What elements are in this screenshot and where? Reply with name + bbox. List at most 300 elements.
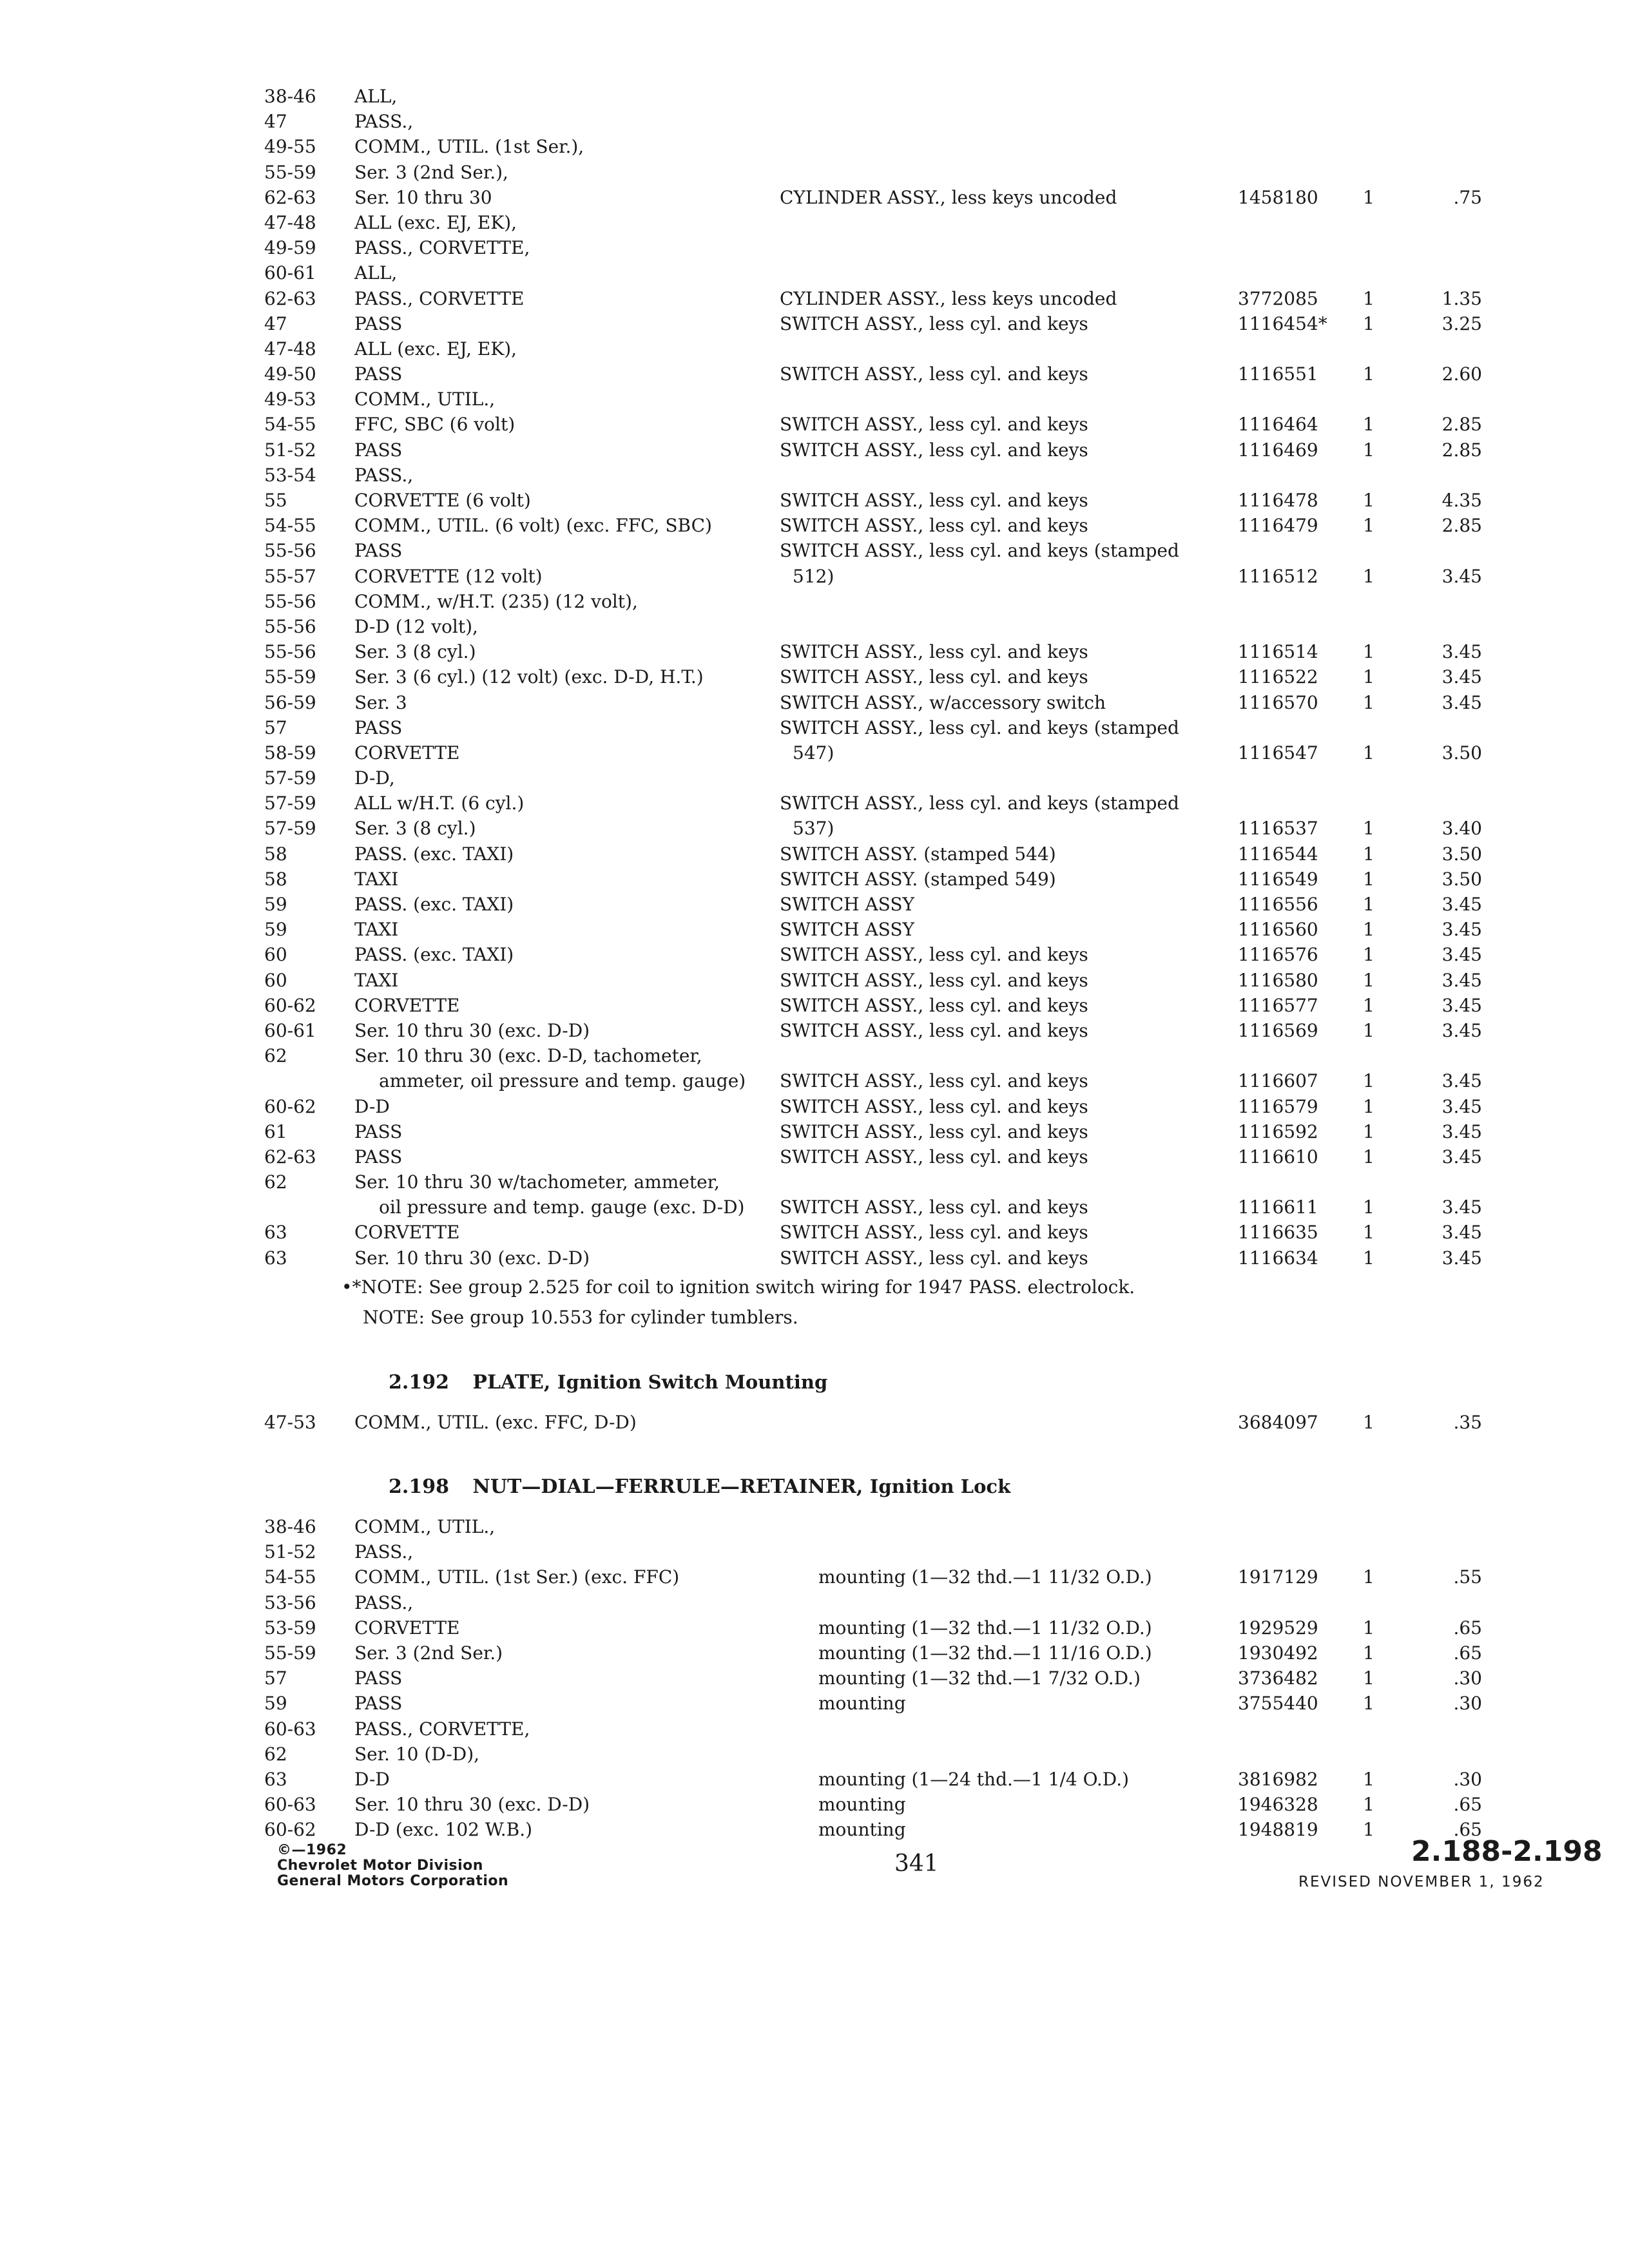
quantity: 1 bbox=[1363, 363, 1374, 385]
model-year: 60-63 bbox=[264, 1794, 316, 1816]
model-year: 47-48 bbox=[264, 211, 316, 233]
part-number: 1116580 bbox=[1238, 969, 1318, 991]
model-year: 57 bbox=[264, 1667, 287, 1689]
part-description: SWITCH ASSY., less cyl. and keys (stamped bbox=[780, 716, 1179, 738]
table-row bbox=[264, 765, 1534, 791]
model-application: Ser. 10 thru 30 (exc. D-D) bbox=[354, 1247, 590, 1269]
model-year: 60-63 bbox=[264, 1718, 316, 1740]
table-row bbox=[264, 437, 1534, 463]
table-row bbox=[264, 134, 1534, 159]
model-application: CORVETTE bbox=[354, 742, 460, 764]
quantity: 1 bbox=[1363, 515, 1374, 537]
part-number: 1116512 bbox=[1238, 565, 1318, 587]
list-price: 3.45 bbox=[1441, 1019, 1482, 1041]
list-price: 3.25 bbox=[1441, 312, 1482, 334]
part-number: 1116634 bbox=[1238, 1247, 1318, 1269]
part-number: 3816982 bbox=[1238, 1768, 1318, 1790]
part-description: SWITCH ASSY., less cyl. and keys bbox=[780, 641, 1088, 663]
model-application: ammeter, oil pressure and temp. gauge) bbox=[379, 1070, 746, 1092]
model-year: 60-62 bbox=[264, 1095, 316, 1117]
model-year: 47 bbox=[264, 312, 287, 334]
model-year: 54-55 bbox=[264, 1566, 316, 1588]
part-description: 537) bbox=[793, 818, 834, 840]
model-year: 62-63 bbox=[264, 186, 316, 208]
list-price: 3.45 bbox=[1441, 969, 1482, 991]
quantity: 1 bbox=[1363, 818, 1374, 840]
part-description: SWITCH ASSY., less cyl. and keys bbox=[780, 1247, 1088, 1269]
model-year: 55-56 bbox=[264, 590, 316, 612]
publisher-block bbox=[277, 1843, 508, 1889]
table-row bbox=[264, 1144, 1534, 1169]
table-row bbox=[264, 1792, 1534, 1817]
table-row bbox=[264, 1742, 1534, 1767]
model-year: 47-48 bbox=[264, 338, 316, 360]
model-year: 57 bbox=[264, 716, 287, 738]
list-price: 2.85 bbox=[1441, 515, 1482, 537]
model-application: Ser. 3 (2nd Ser.), bbox=[354, 161, 508, 183]
model-application: PASS., bbox=[354, 464, 414, 486]
table-row bbox=[264, 740, 1534, 765]
table-row bbox=[264, 361, 1534, 387]
section-number: 2.198 bbox=[389, 1475, 449, 1498]
model-application: D-D bbox=[354, 1768, 390, 1790]
table-row bbox=[264, 664, 1534, 689]
part-description: SWITCH ASSY bbox=[780, 919, 915, 941]
model-application: PASS bbox=[354, 1146, 403, 1168]
quantity: 1 bbox=[1363, 312, 1374, 334]
part-description: SWITCH ASSY., less cyl. and keys bbox=[780, 969, 1088, 991]
table-row bbox=[264, 260, 1534, 285]
list-price: .65 bbox=[1453, 1794, 1482, 1816]
table-row bbox=[264, 1817, 1534, 1842]
model-application: Ser. 3 (6 cyl.) (12 volt) (exc. D-D, H.T.) bbox=[354, 666, 704, 688]
model-year: 62 bbox=[264, 1045, 287, 1067]
model-year: 59 bbox=[264, 919, 287, 941]
model-year: 59 bbox=[264, 1693, 287, 1715]
part-number: 1116570 bbox=[1238, 691, 1318, 713]
model-year: 57-59 bbox=[264, 793, 316, 814]
model-year: 61 bbox=[264, 1120, 287, 1142]
model-application: COMM., UTIL. (exc. FFC, D-D) bbox=[354, 1412, 637, 1433]
table-row bbox=[264, 1220, 1534, 1245]
list-price: 3.45 bbox=[1441, 894, 1482, 915]
part-number: 1116479 bbox=[1238, 515, 1318, 537]
part-number: 1116549 bbox=[1238, 868, 1318, 890]
section-title: PLATE, bbox=[472, 1371, 551, 1394]
model-year: 49-53 bbox=[264, 389, 316, 410]
quantity: 1 bbox=[1363, 994, 1374, 1016]
division-name: Chevrolet Motor Division bbox=[277, 1858, 483, 1874]
model-application: TAXI bbox=[354, 969, 399, 991]
table-row bbox=[264, 210, 1534, 235]
quantity: 1 bbox=[1363, 944, 1374, 966]
section-title: NUT—DIAL—FERRULE—RETAINER, bbox=[472, 1475, 863, 1498]
model-year: 55-57 bbox=[264, 565, 316, 587]
model-year: 55-56 bbox=[264, 615, 316, 637]
model-application: ALL (exc. EJ, EK), bbox=[354, 338, 517, 360]
quantity: 1 bbox=[1363, 641, 1374, 663]
table-row bbox=[264, 816, 1534, 841]
model-application: PASS., bbox=[354, 1591, 414, 1613]
list-price: 3.45 bbox=[1441, 994, 1482, 1016]
table-row bbox=[264, 1666, 1534, 1691]
part-description: 512) bbox=[793, 565, 834, 587]
part-description: SWITCH ASSY. (stamped 544) bbox=[780, 843, 1056, 865]
part-description: mounting (1—32 thd.—1 11/32 O.D.) bbox=[818, 1617, 1152, 1639]
model-application: Ser. 10 thru 30 (exc. D-D) bbox=[354, 1794, 590, 1816]
table-row bbox=[264, 867, 1534, 892]
table-row bbox=[264, 488, 1534, 513]
part-description: SWITCH ASSY. (stamped 549) bbox=[780, 868, 1056, 890]
list-price: 3.45 bbox=[1441, 565, 1482, 587]
model-year: 59 bbox=[264, 894, 287, 915]
list-price: 3.45 bbox=[1441, 1196, 1482, 1218]
group-range: 2.188-2.198 bbox=[1411, 1835, 1603, 1868]
part-number: 3736482 bbox=[1238, 1667, 1318, 1689]
part-number: 1458180 bbox=[1238, 186, 1318, 208]
part-description: mounting bbox=[818, 1693, 906, 1715]
quantity: 1 bbox=[1363, 919, 1374, 941]
list-price: 3.45 bbox=[1441, 1070, 1482, 1092]
list-price: 2.60 bbox=[1441, 363, 1482, 385]
model-application: D-D, bbox=[354, 767, 395, 789]
table-row bbox=[264, 1590, 1534, 1615]
list-price: 3.45 bbox=[1441, 1247, 1482, 1269]
note-electrolock: •*NOTE: See group 2.525 for coil to ignition switch wiring for 1947 PASS. electrolock. bbox=[342, 1276, 1135, 1298]
model-application: FFC, SBC (6 volt) bbox=[354, 414, 516, 436]
part-description: SWITCH ASSY., w/accessory switch bbox=[780, 691, 1106, 713]
quantity: 1 bbox=[1363, 1566, 1374, 1588]
model-application: PASS. (exc. TAXI) bbox=[354, 843, 514, 865]
part-description: SWITCH ASSY., less cyl. and keys bbox=[780, 439, 1088, 461]
model-year: 56-59 bbox=[264, 691, 316, 713]
part-number: 1116569 bbox=[1238, 1019, 1318, 1041]
quantity: 1 bbox=[1363, 414, 1374, 436]
part-description: CYLINDER ASSY., less keys uncoded bbox=[780, 186, 1117, 208]
table-row bbox=[264, 1169, 1534, 1195]
quantity: 1 bbox=[1363, 1247, 1374, 1269]
model-year: 55-59 bbox=[264, 1642, 316, 1664]
list-price: 3.45 bbox=[1441, 919, 1482, 941]
table-row bbox=[264, 892, 1534, 917]
list-price: 3.50 bbox=[1441, 843, 1482, 865]
quantity: 1 bbox=[1363, 1667, 1374, 1689]
model-year: 60-62 bbox=[264, 1819, 316, 1841]
model-year: 63 bbox=[264, 1768, 287, 1790]
part-number: 3772085 bbox=[1238, 287, 1318, 309]
model-application: PASS bbox=[354, 716, 403, 738]
model-year: 53-54 bbox=[264, 464, 316, 486]
list-price: .75 bbox=[1453, 186, 1482, 208]
model-year: 49-50 bbox=[264, 363, 316, 385]
table-row bbox=[264, 1119, 1534, 1144]
part-description: 547) bbox=[793, 742, 834, 764]
part-description: SWITCH ASSY., less cyl. and keys bbox=[780, 994, 1088, 1016]
part-number: 1917129 bbox=[1238, 1566, 1318, 1588]
part-description: mounting bbox=[818, 1819, 906, 1841]
table-row bbox=[264, 639, 1534, 664]
list-price: .65 bbox=[1453, 1642, 1482, 1664]
part-number: 1116514 bbox=[1238, 641, 1318, 663]
table-row bbox=[264, 109, 1534, 134]
part-number: 1946328 bbox=[1238, 1794, 1318, 1816]
table-row bbox=[264, 1716, 1534, 1742]
part-description: SWITCH ASSY., less cyl. and keys bbox=[780, 1222, 1088, 1244]
part-number: 1116560 bbox=[1238, 919, 1318, 941]
part-description: SWITCH ASSY., less cyl. and keys bbox=[780, 944, 1088, 966]
table-row bbox=[264, 564, 1534, 589]
quantity: 1 bbox=[1363, 1120, 1374, 1142]
model-year: 51-52 bbox=[264, 1541, 316, 1563]
list-price: .65 bbox=[1453, 1617, 1482, 1639]
quantity: 1 bbox=[1363, 1794, 1374, 1816]
part-number: 1116607 bbox=[1238, 1070, 1318, 1092]
list-price: 3.45 bbox=[1441, 944, 1482, 966]
model-year: 62 bbox=[264, 1171, 287, 1193]
model-application: D-D (exc. 102 W.B.) bbox=[354, 1819, 533, 1841]
part-description: SWITCH ASSY., less cyl. and keys bbox=[780, 363, 1088, 385]
table-row bbox=[264, 336, 1534, 361]
part-description: mounting bbox=[818, 1794, 906, 1816]
list-price: 3.40 bbox=[1441, 818, 1482, 840]
part-description: SWITCH ASSY., less cyl. and keys bbox=[780, 414, 1088, 436]
quantity: 1 bbox=[1363, 439, 1374, 461]
section-subtitle: Ignition Switch Mounting bbox=[557, 1371, 828, 1393]
model-application: PASS bbox=[354, 1693, 403, 1715]
table-row bbox=[264, 942, 1534, 967]
part-number: 1116610 bbox=[1238, 1146, 1318, 1168]
note-cylinder-tumblers: NOTE: See group 10.553 for cylinder tumblers. bbox=[363, 1307, 798, 1328]
model-year: 60 bbox=[264, 969, 287, 991]
list-price: 3.45 bbox=[1441, 691, 1482, 713]
model-year: 38-46 bbox=[264, 86, 316, 107]
part-description: mounting (1—24 thd.—1 1/4 O.D.) bbox=[818, 1768, 1130, 1790]
quantity: 1 bbox=[1363, 691, 1374, 713]
table-row bbox=[264, 993, 1534, 1018]
quantity: 1 bbox=[1363, 1617, 1374, 1639]
model-application: COMM., w/H.T. (235) (12 volt), bbox=[354, 590, 638, 612]
part-number: 1116576 bbox=[1238, 944, 1318, 966]
model-year: 38-46 bbox=[264, 1516, 316, 1537]
part-number: 1116577 bbox=[1238, 994, 1318, 1016]
table-row bbox=[264, 1767, 1534, 1792]
part-description: SWITCH ASSY., less cyl. and keys bbox=[780, 1120, 1088, 1142]
table-row bbox=[264, 1539, 1534, 1564]
table-row bbox=[264, 160, 1534, 185]
model-application: PASS., bbox=[354, 111, 414, 133]
table-row bbox=[264, 715, 1534, 740]
corporation-name: General Motors Corporation bbox=[277, 1873, 509, 1889]
model-application: D-D bbox=[354, 1095, 390, 1117]
model-application: PASS bbox=[354, 1120, 403, 1142]
quantity: 1 bbox=[1363, 843, 1374, 865]
copyright: ©—1962 bbox=[277, 1842, 347, 1858]
part-number: 1116522 bbox=[1238, 666, 1318, 688]
model-year: 47-53 bbox=[264, 1412, 316, 1433]
quantity: 1 bbox=[1363, 1642, 1374, 1664]
model-application: CORVETTE bbox=[354, 1222, 460, 1244]
model-year: 55-56 bbox=[264, 641, 316, 663]
quantity: 1 bbox=[1363, 868, 1374, 890]
model-application: COMM., UTIL., bbox=[354, 1516, 496, 1537]
model-year: 60-61 bbox=[264, 262, 316, 284]
model-application: PASS bbox=[354, 363, 403, 385]
part-number: 1116478 bbox=[1238, 490, 1318, 511]
table-row bbox=[264, 841, 1534, 867]
model-year: 62-63 bbox=[264, 287, 316, 309]
model-application: Ser. 10 thru 30 w/tachometer, ammeter, bbox=[354, 1171, 720, 1193]
quantity: 1 bbox=[1363, 969, 1374, 991]
list-price: 3.50 bbox=[1441, 742, 1482, 764]
model-application: CORVETTE (12 volt) bbox=[354, 565, 543, 587]
model-application: CORVETTE bbox=[354, 1617, 460, 1639]
model-year: 63 bbox=[264, 1247, 287, 1269]
table-row bbox=[264, 589, 1534, 614]
table-row bbox=[264, 412, 1534, 437]
part-description: SWITCH ASSY., less cyl. and keys bbox=[780, 1095, 1088, 1117]
switch-cylinder-table bbox=[264, 84, 1534, 1271]
model-year: 58-59 bbox=[264, 742, 316, 764]
quantity: 1 bbox=[1363, 894, 1374, 915]
table-row bbox=[264, 538, 1534, 563]
model-application: ALL, bbox=[354, 86, 398, 107]
table-row bbox=[264, 791, 1534, 816]
model-year: 54-55 bbox=[264, 515, 316, 537]
model-application: PASS bbox=[354, 540, 403, 562]
quantity: 1 bbox=[1363, 1222, 1374, 1244]
quantity: 1 bbox=[1363, 287, 1374, 309]
list-price: .35 bbox=[1453, 1412, 1482, 1433]
part-number: 1929529 bbox=[1238, 1617, 1318, 1639]
model-application: PASS bbox=[354, 439, 403, 461]
model-application: PASS bbox=[354, 312, 403, 334]
model-year: 60-62 bbox=[264, 994, 316, 1016]
list-price: 2.85 bbox=[1441, 414, 1482, 436]
list-price: 2.85 bbox=[1441, 439, 1482, 461]
table-row bbox=[264, 1068, 1534, 1093]
quantity: 1 bbox=[1363, 742, 1374, 764]
model-year: 55-56 bbox=[264, 540, 316, 562]
part-description: SWITCH ASSY., less cyl. and keys bbox=[780, 490, 1088, 511]
section-heading-2-198 bbox=[389, 1475, 1010, 1498]
model-application: PASS. (exc. TAXI) bbox=[354, 894, 514, 915]
quantity: 1 bbox=[1363, 1196, 1374, 1218]
part-number: 1116635 bbox=[1238, 1222, 1318, 1244]
model-application: PASS. (exc. TAXI) bbox=[354, 944, 514, 966]
list-price: 3.50 bbox=[1441, 868, 1482, 890]
part-description: SWITCH ASSY., less cyl. and keys bbox=[780, 1146, 1088, 1168]
part-number: 1116579 bbox=[1238, 1095, 1318, 1117]
table-row bbox=[264, 614, 1534, 639]
table-row bbox=[264, 1018, 1534, 1043]
model-application: COMM., UTIL. (1st Ser.) (exc. FFC) bbox=[354, 1566, 680, 1588]
part-description: SWITCH ASSY bbox=[780, 894, 915, 915]
part-number: 1116537 bbox=[1238, 818, 1318, 840]
table-row bbox=[264, 1094, 1534, 1119]
table-row bbox=[264, 1043, 1534, 1068]
part-number: 1116547 bbox=[1238, 742, 1318, 764]
model-application: ALL w/H.T. (6 cyl.) bbox=[354, 793, 525, 814]
table-row bbox=[264, 968, 1534, 993]
part-number: 1116544 bbox=[1238, 843, 1318, 865]
quantity: 1 bbox=[1363, 1412, 1374, 1433]
part-description: SWITCH ASSY., less cyl. and keys bbox=[780, 1196, 1088, 1218]
quantity: 1 bbox=[1363, 186, 1374, 208]
revision-date: REVISED NOVEMBER 1, 1962 bbox=[1298, 1874, 1545, 1890]
model-application: TAXI bbox=[354, 919, 399, 941]
model-application: TAXI bbox=[354, 868, 399, 890]
model-year: 58 bbox=[264, 868, 287, 890]
quantity: 1 bbox=[1363, 1693, 1374, 1715]
part-description: mounting (1—32 thd.—1 11/16 O.D.) bbox=[818, 1642, 1152, 1664]
table-row bbox=[264, 1640, 1534, 1666]
part-number: 1116469 bbox=[1238, 439, 1318, 461]
part-description: mounting (1—32 thd.—1 11/32 O.D.) bbox=[818, 1566, 1152, 1588]
model-year: 60-61 bbox=[264, 1019, 316, 1041]
model-application: Ser. 10 thru 30 (exc. D-D) bbox=[354, 1019, 590, 1041]
part-number: 1116592 bbox=[1238, 1120, 1318, 1142]
list-price: .30 bbox=[1453, 1768, 1482, 1790]
model-year: 55 bbox=[264, 490, 287, 511]
model-year: 60 bbox=[264, 944, 287, 966]
quantity: 1 bbox=[1363, 1070, 1374, 1092]
table-row bbox=[264, 1245, 1534, 1271]
section-number: 2.192 bbox=[389, 1371, 449, 1394]
model-application: PASS., CORVETTE, bbox=[354, 1718, 530, 1740]
quantity: 1 bbox=[1363, 1019, 1374, 1041]
table-row bbox=[264, 1564, 1534, 1590]
model-application: PASS., bbox=[354, 1541, 414, 1563]
model-year: 54-55 bbox=[264, 414, 316, 436]
part-description: SWITCH ASSY., less cyl. and keys bbox=[780, 666, 1088, 688]
list-price: 3.45 bbox=[1441, 641, 1482, 663]
part-number: 1116611 bbox=[1238, 1196, 1318, 1218]
model-application: Ser. 3 (8 cyl.) bbox=[354, 818, 476, 840]
table-row bbox=[264, 1691, 1534, 1716]
part-description: SWITCH ASSY., less cyl. and keys bbox=[780, 312, 1088, 334]
model-year: 58 bbox=[264, 843, 287, 865]
table-row bbox=[264, 1195, 1534, 1220]
model-application: PASS bbox=[354, 1667, 403, 1689]
quantity: 1 bbox=[1363, 1095, 1374, 1117]
quantity: 1 bbox=[1363, 490, 1374, 511]
section-subtitle: Ignition Lock bbox=[869, 1475, 1011, 1497]
list-price: .55 bbox=[1453, 1566, 1482, 1588]
model-application: Ser. 3 (2nd Ser.) bbox=[354, 1642, 503, 1664]
list-price: 3.45 bbox=[1441, 1146, 1482, 1168]
part-description: SWITCH ASSY., less cyl. and keys (stamped bbox=[780, 793, 1179, 814]
section-heading-2-192 bbox=[389, 1371, 827, 1394]
model-year: 55-59 bbox=[264, 161, 316, 183]
model-application: oil pressure and temp. gauge (exc. D-D) bbox=[379, 1196, 745, 1218]
model-year: 53-56 bbox=[264, 1591, 316, 1613]
model-application: ALL, bbox=[354, 262, 398, 284]
model-application: PASS., CORVETTE bbox=[354, 287, 525, 309]
model-year: 49-59 bbox=[264, 237, 316, 259]
table-row bbox=[264, 1615, 1534, 1640]
part-description: SWITCH ASSY., less cyl. and keys bbox=[780, 1019, 1088, 1041]
model-year: 57-59 bbox=[264, 767, 316, 789]
part-description: SWITCH ASSY., less cyl. and keys (stamped bbox=[780, 540, 1179, 562]
plate-table bbox=[264, 1410, 1534, 1435]
part-number: 1116556 bbox=[1238, 894, 1318, 915]
model-application: CORVETTE (6 volt) bbox=[354, 490, 531, 511]
quantity: 1 bbox=[1363, 1146, 1374, 1168]
model-year: 62-63 bbox=[264, 1146, 316, 1168]
part-number: 1116464 bbox=[1238, 414, 1318, 436]
table-row bbox=[264, 84, 1534, 109]
model-application: Ser. 10 (D-D), bbox=[354, 1743, 480, 1765]
